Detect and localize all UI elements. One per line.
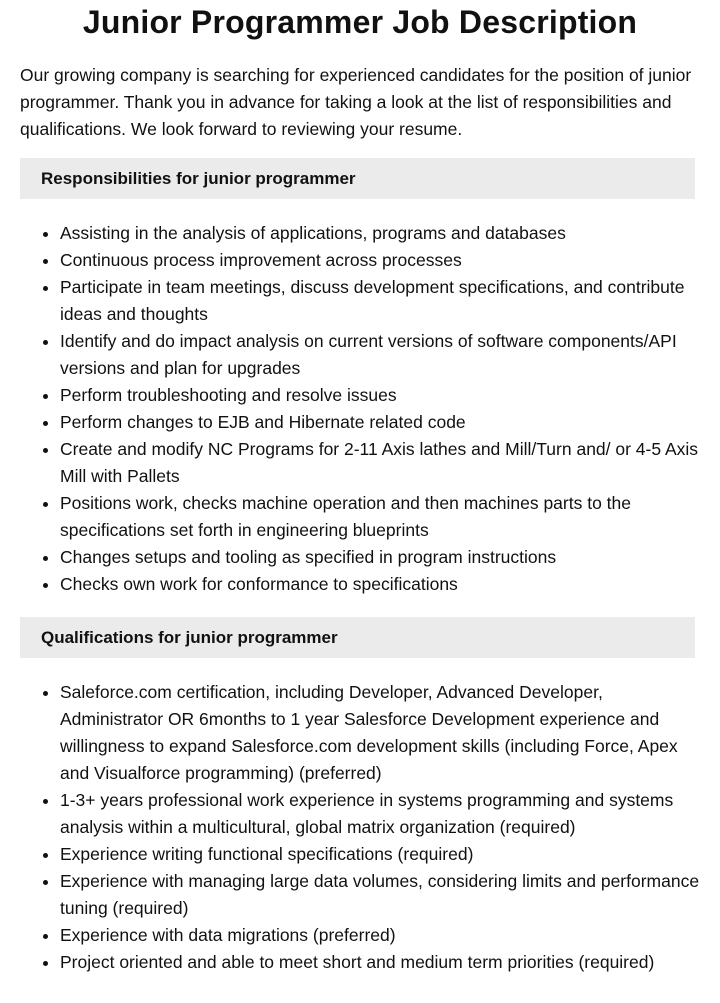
list-item: • Experience writing functional specifications (required) <box>60 841 700 868</box>
list-item: • Perform changes to EJB and Hibernate related code <box>60 409 700 436</box>
qualifications-list <box>0 679 700 976</box>
list-item: • Saleforce.com certification, including Developer, Advanced Developer, Administrator OR 6months to 1 year Salesforce Development experience and willingness to expand Salesforce.com development skills (including Force, Apex and Visualforce programming) (preferred) <box>60 679 700 787</box>
list-item: • Project oriented and able to meet short and medium term priorities (required) <box>60 949 700 976</box>
list-item: • Positions work, checks machine operation and then machines parts to the specifications set forth in engineering blueprints <box>60 490 700 544</box>
qualifications-heading: Qualifications for junior programmer <box>20 617 695 658</box>
list-item: • Experience with managing large data volumes, considering limits and performance tuning (required) <box>60 868 700 922</box>
list-item: • 1-3+ years professional work experience in systems programming and systems analysis within a multicultural, global matrix organization (required) <box>60 787 700 841</box>
list-item: • Participate in team meetings, discuss development specifications, and contribute ideas and thoughts <box>60 274 700 328</box>
list-item: • Changes setups and tooling as specified in program instructions <box>60 544 700 571</box>
responsibilities-list <box>0 220 700 598</box>
list-item: • Checks own work for conformance to specifications <box>60 571 700 598</box>
list-item: • Assisting in the analysis of applications, programs and databases <box>60 220 700 247</box>
list-item: • Identify and do impact analysis on current versions of software components/API versions and plan for upgrades <box>60 328 700 382</box>
responsibilities-heading: Responsibilities for junior programmer <box>20 158 695 199</box>
list-item: • Experience with data migrations (preferred) <box>60 922 700 949</box>
list-item: • Create and modify NC Programs for 2-11 Axis lathes and Mill/Turn and/ or 4-5 Axis Mill with Pallets <box>60 436 700 490</box>
list-item: • Perform troubleshooting and resolve issues <box>60 382 700 409</box>
page-title: Junior Programmer Job Description <box>82 4 638 40</box>
intro-paragraph: Our growing company is searching for experienced candidates for the position of junior programmer. Thank you in advance for taking a look at the list of responsibilities and qualifications. We look forward to reviewing your resume. <box>20 65 692 139</box>
list-item: • Continuous process improvement across processes <box>60 247 700 274</box>
